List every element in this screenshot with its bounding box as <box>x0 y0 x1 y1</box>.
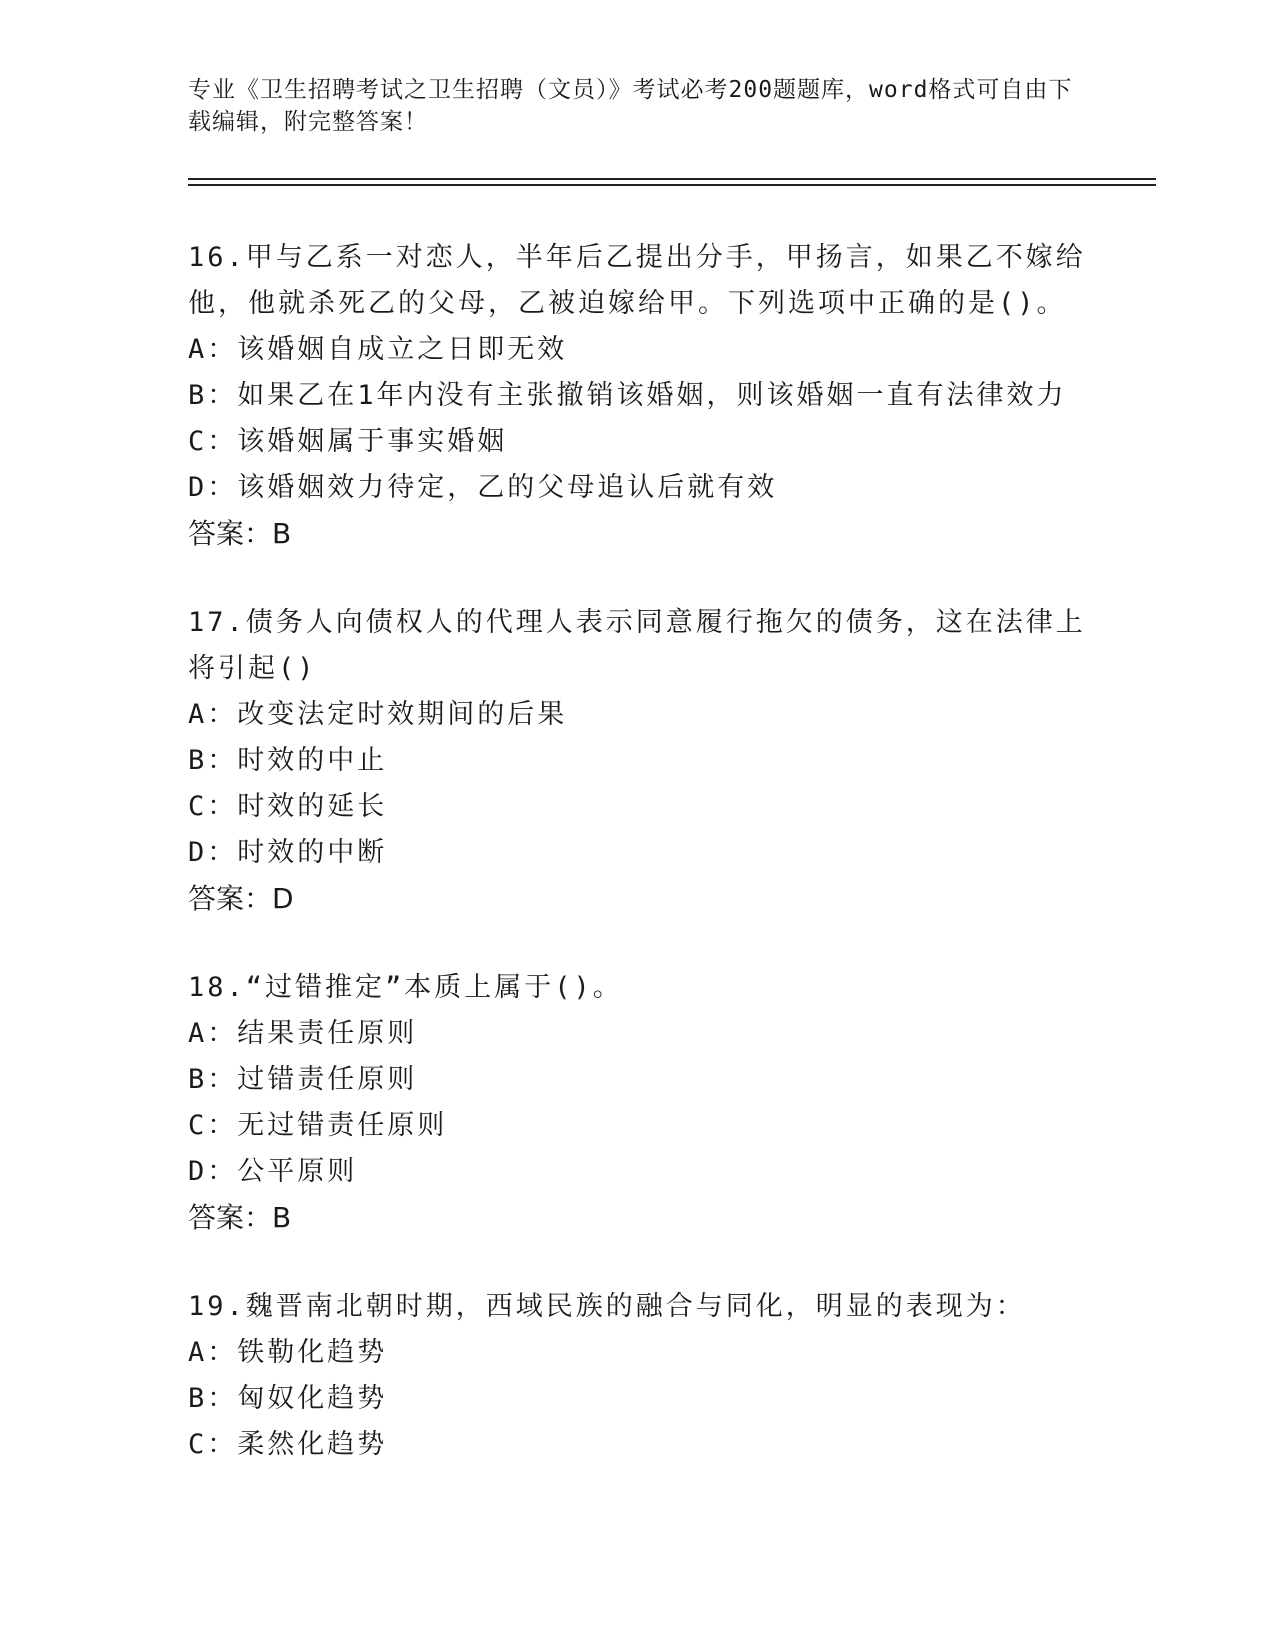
question-17 <box>188 600 1088 922</box>
option-d: D：时效的中断 <box>188 837 388 868</box>
question-stem: 17.债务人向债权人的代理人表示同意履行拖欠的债务，这在法律上将引起() <box>188 607 1086 684</box>
option-c: C：时效的延长 <box>188 791 388 822</box>
option-a: A：改变法定时效期间的后果 <box>188 699 568 730</box>
option-b: B：过错责任原则 <box>188 1064 418 1095</box>
option-c: C：无过错责任原则 <box>188 1110 448 1141</box>
question-stem: 18.“过错推定”本质上属于()。 <box>188 972 623 1003</box>
option-a: A：结果责任原则 <box>188 1018 418 1049</box>
option-b: B：时效的中止 <box>188 745 388 776</box>
option-c: C：柔然化趋势 <box>188 1429 388 1460</box>
option-b: B：如果乙在1年内没有主张撤销该婚姻，则该婚姻一直有法律效力 <box>188 380 1067 411</box>
option-a: A：该婚姻自成立之日即无效 <box>188 334 568 365</box>
header-divider-top <box>188 178 1156 180</box>
header-divider-bottom <box>188 184 1156 186</box>
option-d: D：公平原则 <box>188 1156 358 1187</box>
document-intro: 专业《卫生招聘考试之卫生招聘（文员）》考试必考200题题库，word格式可自由下载编辑，附完整答案！ <box>188 77 1073 135</box>
question-19 <box>188 1284 1088 1468</box>
answer-line: 答案：B <box>188 517 292 550</box>
question-stem: 16.甲与乙系一对恋人，半年后乙提出分手，甲扬言，如果乙不嫁给他，他就杀死乙的父母，乙被迫嫁给甲。下列选项中正确的是()。 <box>188 242 1086 319</box>
option-b: B：匈奴化趋势 <box>188 1383 388 1414</box>
question-stem: 19.魏晋南北朝时期，西域民族的融合与同化，明显的表现为： <box>188 1291 1026 1322</box>
question-16 <box>188 235 1088 557</box>
answer-line: 答案：D <box>188 882 294 915</box>
option-d: D：该婚姻效力待定，乙的父母追认后就有效 <box>188 472 778 503</box>
answer-line: 答案：B <box>188 1201 292 1234</box>
question-list <box>188 235 1088 1511</box>
option-a: A：铁勒化趋势 <box>188 1337 388 1368</box>
question-18 <box>188 965 1088 1241</box>
option-c: C：该婚姻属于事实婚姻 <box>188 426 508 457</box>
